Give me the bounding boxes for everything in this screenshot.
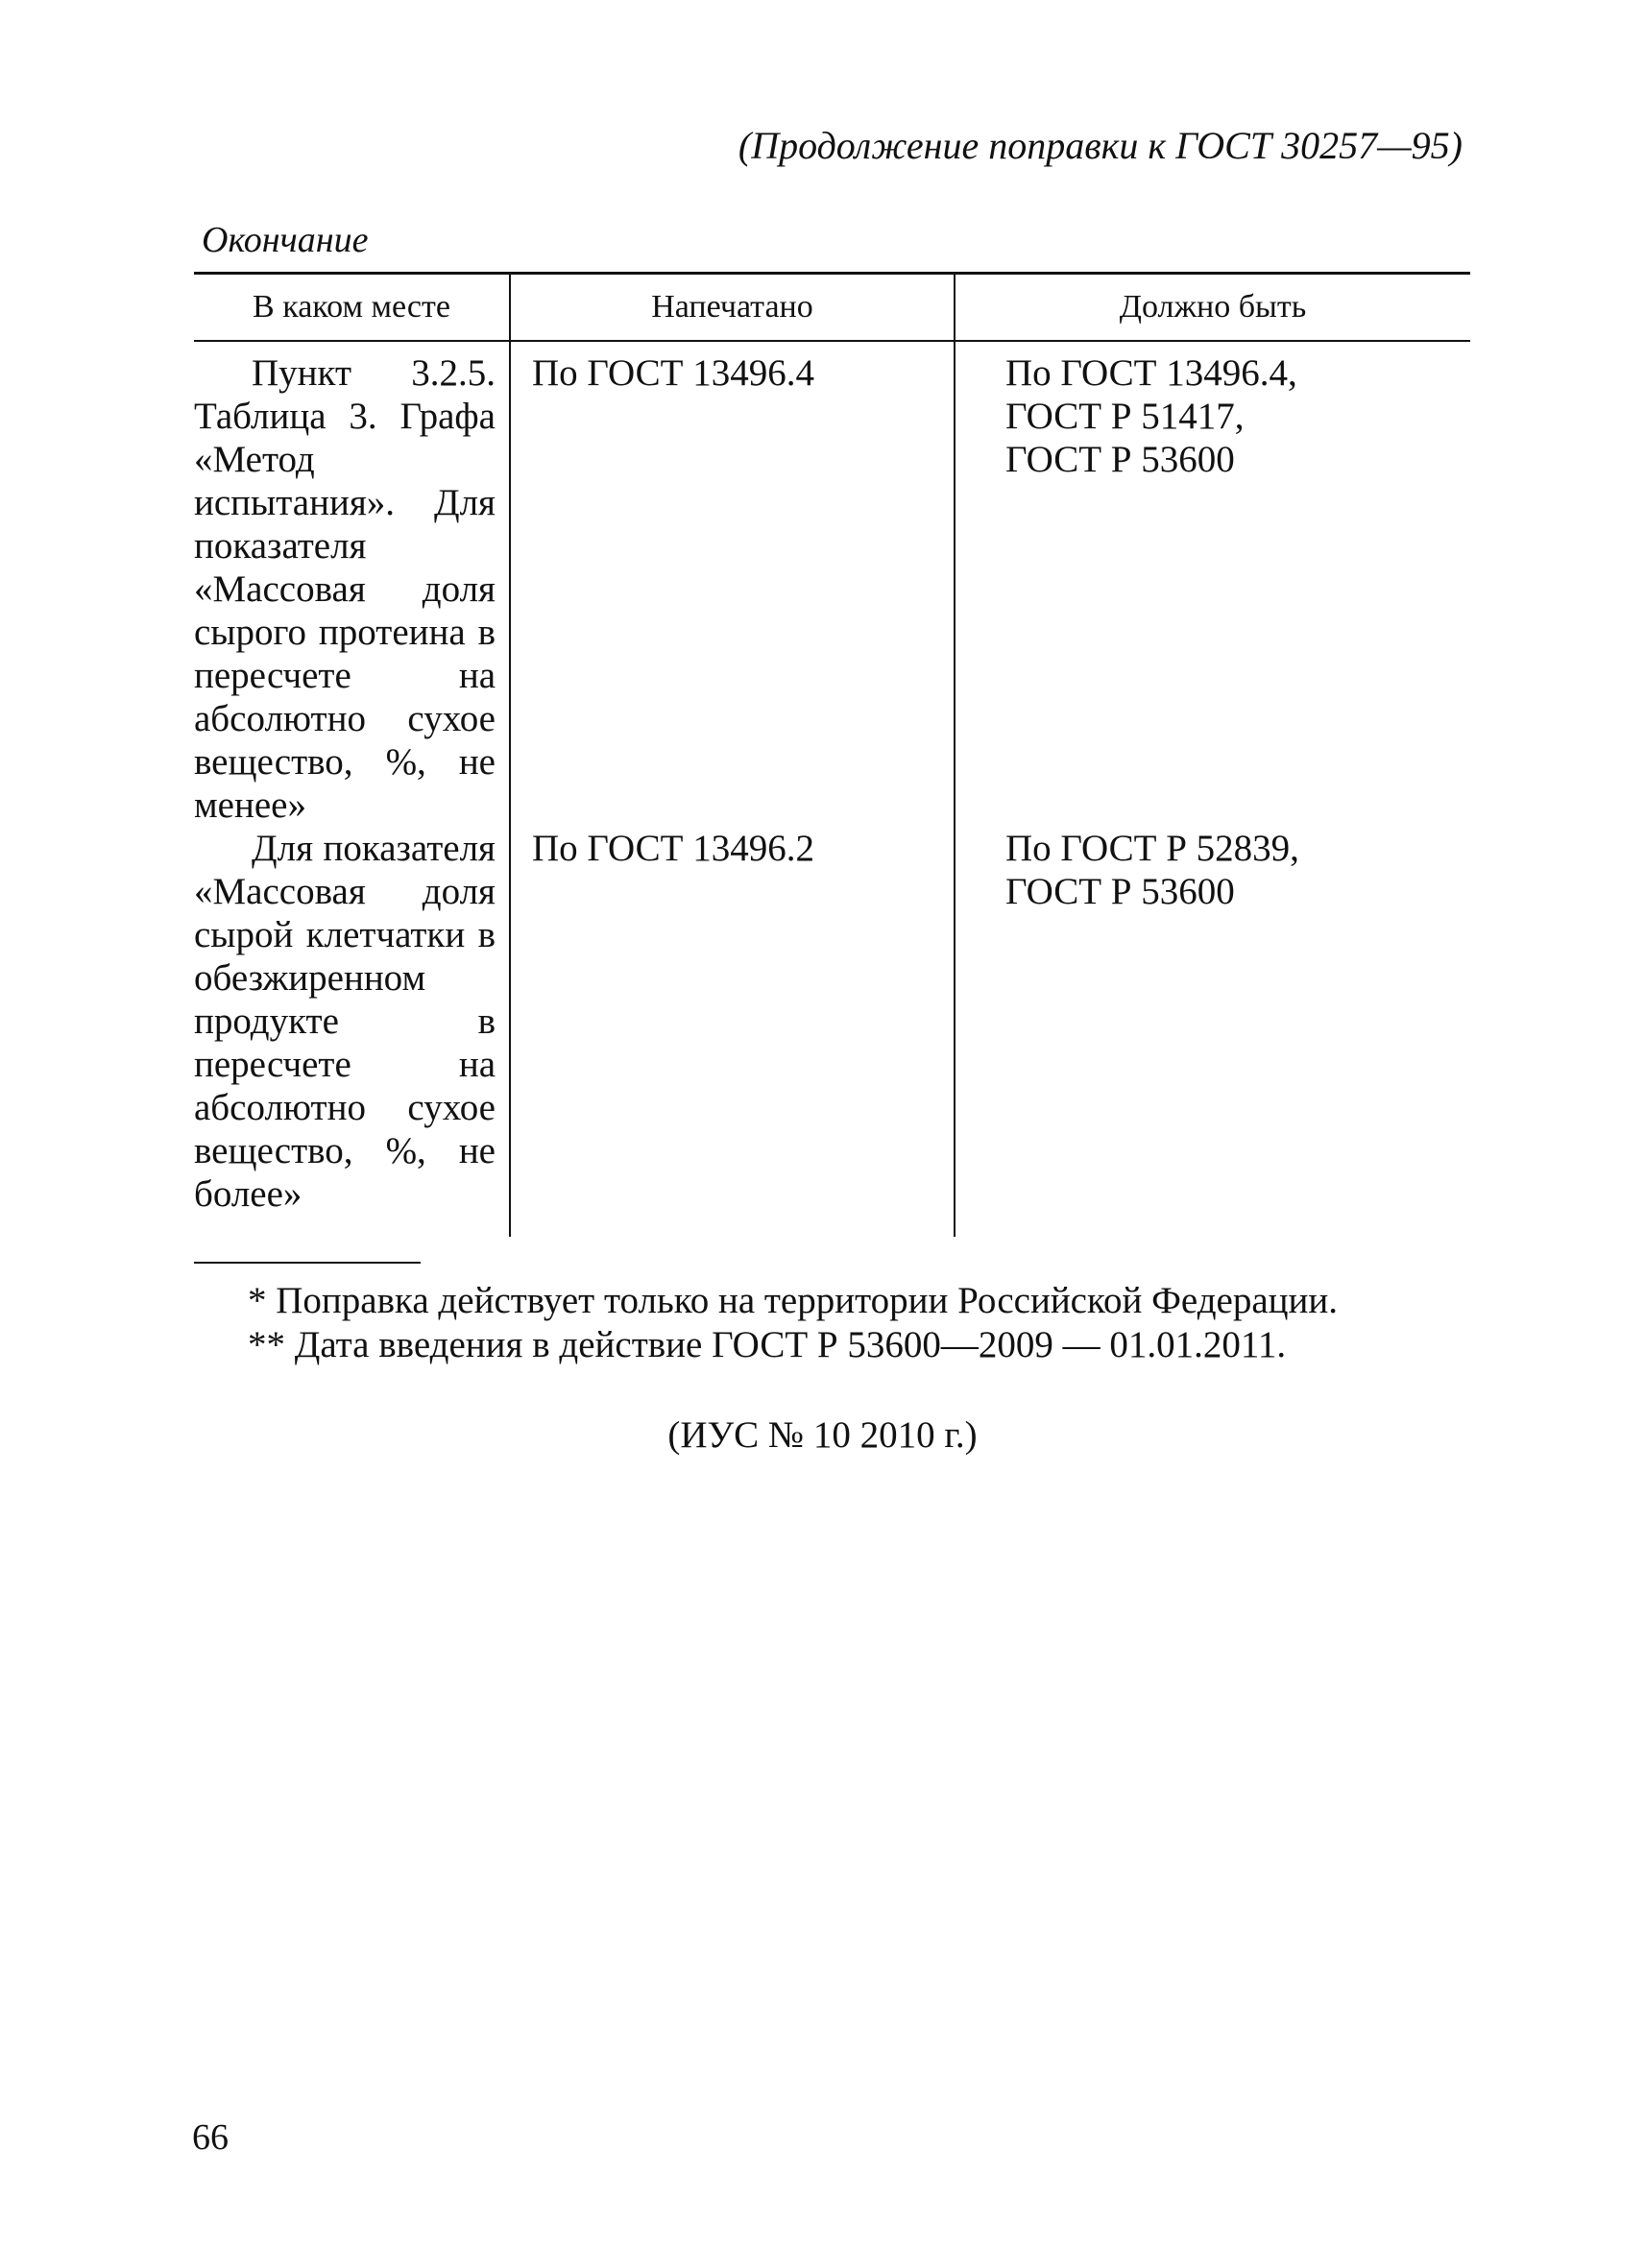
cell-location: Пункт 3.2.5. Таблица 3. Графа «Метод испытания». Для показателя «Массовая доля сырого протеина в пересчете на абсолютно сухое вещество, %, не менее»	[194, 341, 510, 827]
issue-reference: (ИУС № 10 2010 г.)	[667, 1414, 978, 1456]
cell-printed: По ГОСТ 13496.4	[510, 341, 955, 827]
amendment-table	[194, 272, 1470, 1237]
footnote-2: ** Дата введения в действие ГОСТ Р 53600—2009 — 01.01.2011.	[248, 1324, 1287, 1365]
footnotes	[248, 1279, 1463, 1367]
page-number: 66	[192, 2117, 229, 2158]
column-header-location: В каком месте	[194, 274, 510, 342]
column-header-printed: Напечатано	[510, 274, 955, 342]
footnote-1: * Поправка действует только на территории Российской Федерации.	[248, 1280, 1339, 1321]
table-row	[194, 827, 1470, 1237]
cell-should-be: По ГОСТ Р 52839, ГОСТ Р 53600	[1005, 828, 1299, 912]
table-header-row	[194, 274, 1470, 342]
footnote-separator	[194, 1262, 421, 1264]
cell-location: Для показателя «Массовая доля сырой клетчатки в обезжиренном продукте в пересчете на абсолютно сухое вещество, %, не более»	[194, 827, 510, 1237]
table-row	[194, 341, 1470, 827]
column-header-should-be: Должно быть	[955, 274, 1470, 342]
cell-printed: По ГОСТ 13496.2	[510, 827, 955, 1237]
cell-should-be: По ГОСТ 13496.4, ГОСТ Р 51417, ГОСТ Р 53600	[1005, 352, 1297, 480]
continuation-header: (Продолжение поправки к ГОСТ 30257—95)	[738, 124, 1463, 167]
table-caption: Окончание	[202, 220, 369, 260]
